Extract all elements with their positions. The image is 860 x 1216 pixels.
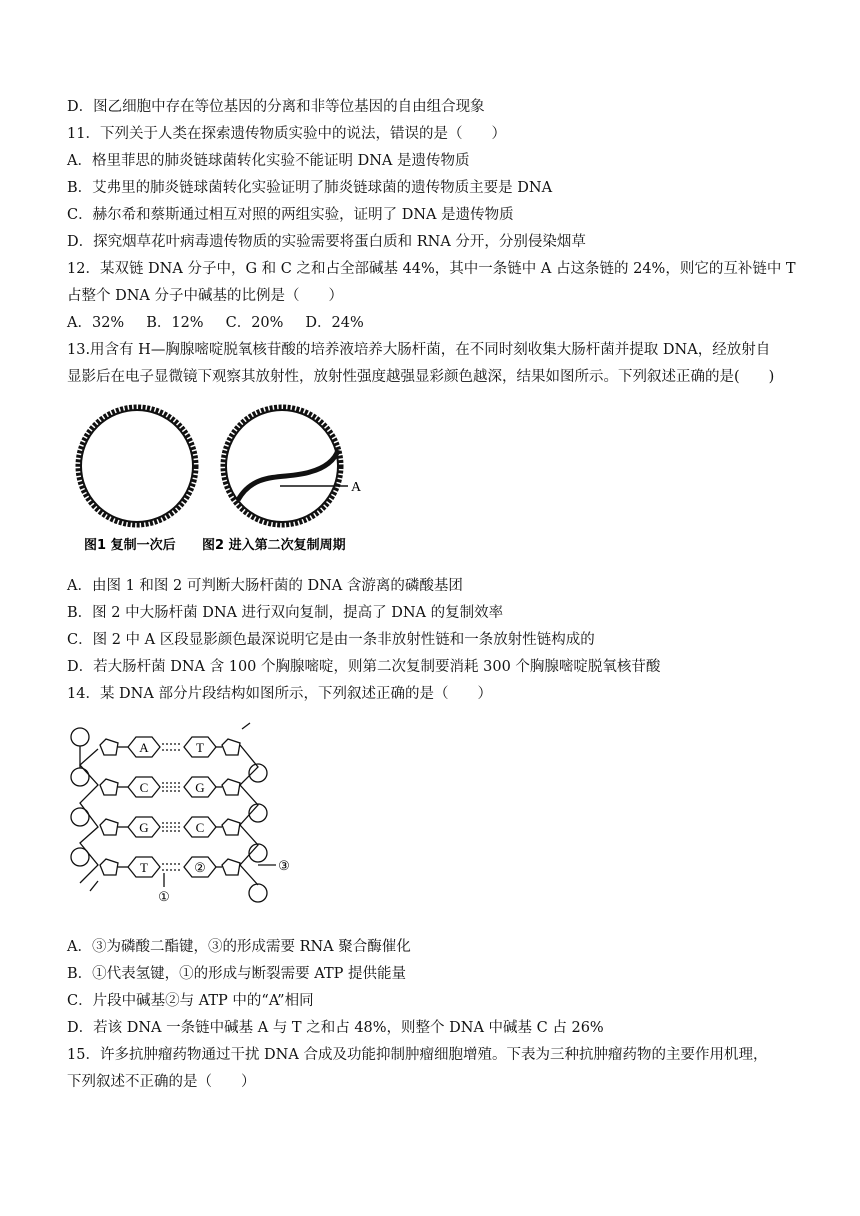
q11-option-b: B．艾弗里的肺炎链球菌转化实验证明了肺炎链球菌的遗传物质主要是 DNA (67, 180, 553, 196)
question-14: 14．某 DNA 部分片段结构如图所示，下列叙述正确的是（ ） (67, 686, 492, 702)
phosphate-left-4 (71, 848, 89, 866)
phosphate-right-2 (249, 804, 267, 822)
replication-bubble (238, 450, 338, 500)
label-a: A (351, 480, 362, 495)
label-1: ① (158, 889, 170, 904)
question-12-line2: 占整个 DNA 分子中碱基的比例是（ ） (67, 288, 344, 304)
q12-option-a: A．32% (67, 315, 125, 331)
q12-option-b: B．12% (146, 315, 204, 331)
circle-fig1 (78, 407, 196, 525)
sugar-right-4 (222, 859, 240, 875)
q13-option-c: C．图 2 中 A 区段显影颜色最深说明它是由一条非放射性链和一条放射性链构成的 (67, 632, 595, 648)
question-15-line2: 下列叙述不正确的是（ ） (67, 1074, 256, 1090)
q14-option-d: D．若该 DNA 一条链中碱基 A 与 T 之和占 48%，则整个 DNA 中碱基 C 占 26% (67, 1020, 604, 1036)
q13-option-a: A．由图 1 和图 2 可判断大肠杆菌的 DNA 含游离的磷酸基团 (67, 578, 463, 594)
sugar-left-2 (100, 779, 118, 795)
base-t: T (196, 740, 204, 755)
question-12-line1: 12．某双链 DNA 分子中，G 和 C 之和占全部碱基 44%，其中一条链中 A 占这条链的 24%，则它的互补链中 T (67, 261, 796, 277)
sugar-left-3 (100, 819, 118, 835)
sugar-left-4 (100, 859, 118, 875)
base-g-2: G (139, 820, 149, 835)
phosphate-left-2 (71, 768, 89, 786)
q13-option-b: B．图 2 中大肠杆菌 DNA 进行双向复制，提高了 DNA 的复制效率 (67, 605, 504, 621)
option-d-prev: D．图乙细胞中存在等位基因的分离和非等位基因的自由组合现象 (67, 99, 485, 115)
q11-option-a: A．格里菲思的肺炎链球菌转化实验不能证明 DNA 是遗传物质 (67, 153, 470, 169)
figure-13 (70, 400, 380, 560)
q12-option-c: C．20% (225, 315, 284, 331)
q13-option-d: D．若大肠杆菌 DNA 含 100 个胸腺嘧啶，则第二次复制要消耗 300 个胸腺嘧啶脱氧核苷酸 (67, 659, 661, 675)
q11-option-d: D．探究烟草花叶病毒遗传物质的实验需要将蛋白质和 RNA 分开，分别侵染烟草 (67, 234, 586, 250)
q14-option-b: B．①代表氢键，①的形成与断裂需要 ATP 提供能量 (67, 966, 406, 982)
phosphate-left-3 (71, 808, 89, 826)
sugar-right-3 (222, 819, 240, 835)
caption-fig2: 图2 进入第二次复制周期 (202, 538, 346, 553)
base-c: C (139, 780, 149, 795)
phosphate-right-4 (249, 884, 267, 902)
question-15-line1: 15．许多抗肿瘤药物通过干扰 DNA 合成及功能抑制肿瘤细胞增殖。下表为三种抗肿瘤药物的主要作用机理， (67, 1047, 768, 1063)
q12-option-d: D．24% (305, 315, 364, 331)
caption-fig1: 图1 复制一次后 (84, 538, 176, 553)
q11-option-c: C．赫尔希和蔡斯通过相互对照的两组实验，证明了 DNA 是遗传物质 (67, 207, 514, 223)
q14-option-c: C．片段中碱基②与 ATP 中的“A”相同 (67, 993, 314, 1009)
base-c-2: C (195, 820, 205, 835)
figure-14 (70, 715, 300, 915)
question-13-line2: 显影后在电子显微镜下观察其放射性，放射性强度越强显彩颜色越深，结果如图所示。下列叙述正确的是( ) (67, 369, 775, 385)
q12-options (67, 313, 386, 333)
phosphate-left-1 (71, 728, 89, 746)
phosphate-right-3 (249, 844, 267, 862)
sugar-right-1 (222, 739, 240, 755)
question-11: 11．下列关于人类在探索遗传物质实验中的说法，错误的是（ ） (67, 126, 506, 142)
sugar-left-1 (100, 739, 118, 755)
base-g: G (195, 780, 205, 795)
base-a: A (139, 740, 149, 755)
base-t-2: T (140, 860, 148, 875)
label-3: ③ (278, 858, 290, 873)
question-13-line1: 13.用含有 H—胸腺嘧啶脱氧核苷酸的培养液培养大肠杆菌，在不同时刻收集大肠杆菌并提取 DNA，经放射自 (67, 342, 771, 358)
sugar-right-2 (222, 779, 240, 795)
base-2: ② (194, 860, 206, 875)
hydrogen-bonds (162, 744, 182, 870)
q14-option-a: A．③为磷酸二酯键，③的形成需要 RNA 聚合酶催化 (67, 939, 411, 955)
circle-fig1-inner (81, 410, 193, 522)
